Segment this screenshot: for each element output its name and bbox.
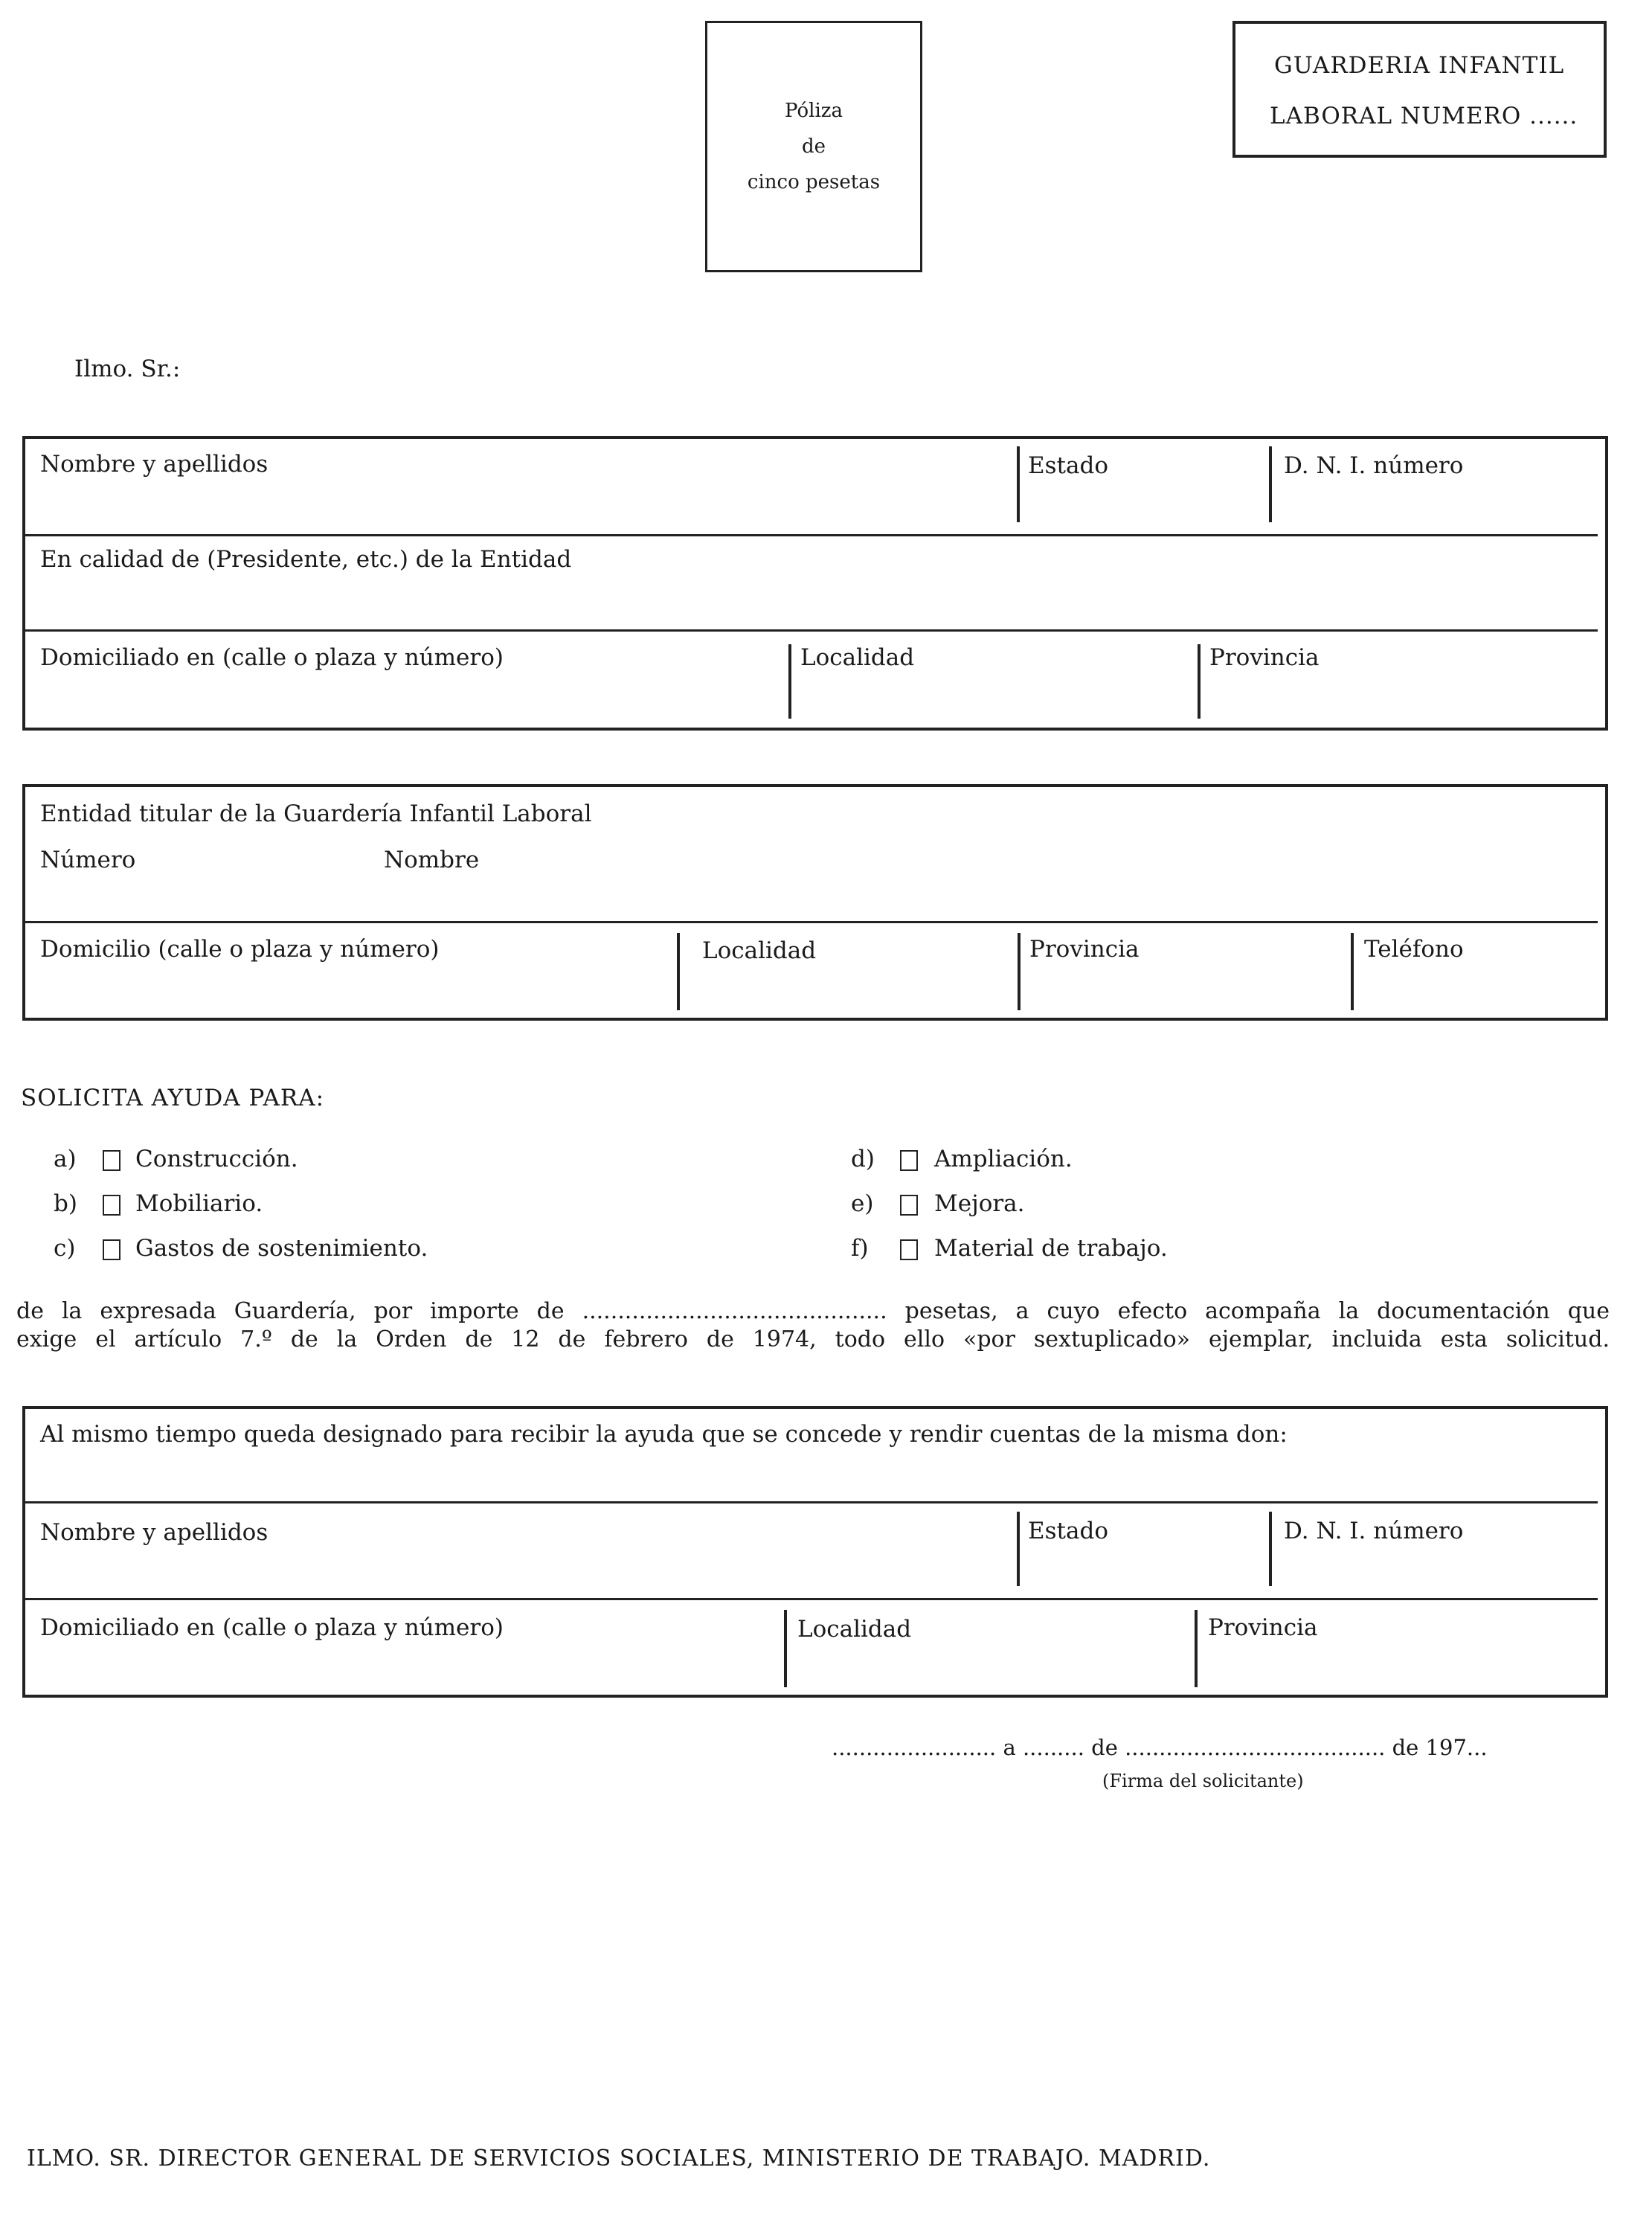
entity-province-field[interactable]: Provincia xyxy=(1029,936,1140,963)
nursery-number-line-2: LABORAL NUMERO ...... xyxy=(1270,103,1578,129)
entity-number-field[interactable]: Número xyxy=(40,847,136,873)
body-paragraph xyxy=(16,1297,1610,1354)
stamp-line-2: de xyxy=(801,135,826,158)
option-label-material-trabajo: Material de trabajo. xyxy=(934,1235,1168,1262)
entity-title-label: Entidad titular de la Guardería Infantil Laboral xyxy=(40,800,592,827)
applicant-state-field[interactable]: Estado xyxy=(1028,452,1108,479)
entity-phone-field[interactable]: Teléfono xyxy=(1364,936,1464,963)
option-letter: e) xyxy=(851,1190,874,1217)
entity-name-field[interactable]: Nombre xyxy=(384,847,480,873)
entity-address-field[interactable]: Domicilio (calle o plaza y número) xyxy=(40,936,440,963)
applicant-address-field[interactable]: Domiciliado en (calle o plaza y número) xyxy=(40,644,504,671)
checkbox-construccion[interactable] xyxy=(103,1150,120,1171)
applicant-section xyxy=(22,436,1608,731)
designee-section xyxy=(22,1406,1608,1698)
designee-intro: Al mismo tiempo queda designado para recibir la ayuda que se concede y rendir cuentas de la misma don: xyxy=(40,1421,1288,1448)
option-letter: a) xyxy=(54,1146,77,1172)
option-letter: c) xyxy=(54,1235,76,1262)
designee-name-field[interactable]: Nombre y apellidos xyxy=(40,1519,269,1546)
entity-locality-field[interactable]: Localidad xyxy=(702,937,817,964)
footer-addressee: ILMO. SR. DIRECTOR GENERAL DE SERVICIOS SOCIALES, MINISTERIO DE TRABAJO. MADRID. xyxy=(27,2145,1211,2172)
option-label-mobiliario: Mobiliario. xyxy=(135,1190,263,1217)
designee-address-field[interactable]: Domiciliado en (calle o plaza y número) xyxy=(40,1614,504,1641)
option-label-mejora: Mejora. xyxy=(934,1190,1025,1217)
designee-province-field[interactable]: Provincia xyxy=(1208,1614,1318,1641)
request-heading: SOLICITA AYUDA PARA: xyxy=(21,1085,325,1111)
applicant-name-field[interactable]: Nombre y apellidos xyxy=(40,451,269,478)
body-line-2: exige el artículo 7.º de la Orden de 12 de febrero de 1974, todo ello «por sextuplicado» ejemplar, incluida esta solicitud. xyxy=(16,1326,1610,1352)
designee-locality-field[interactable]: Localidad xyxy=(797,1616,912,1643)
checkbox-mejora[interactable] xyxy=(900,1195,918,1216)
option-label-ampliacion: Ampliación. xyxy=(934,1146,1073,1172)
applicant-capacity-field[interactable]: En calidad de (Presidente, etc.) de la Entidad xyxy=(40,546,572,573)
entity-section xyxy=(22,784,1608,1021)
stamp-line-1: Póliza xyxy=(785,100,843,122)
signature-date-line[interactable]: ........................ a ......... de ...................................... de 197... xyxy=(832,1735,1488,1760)
checkbox-material-trabajo[interactable] xyxy=(900,1239,918,1260)
checkbox-gastos-sostenimiento[interactable] xyxy=(103,1239,120,1260)
designee-dni-field[interactable]: D. N. I. número xyxy=(1284,1518,1464,1544)
option-label-gastos-sostenimiento: Gastos de sostenimiento. xyxy=(135,1235,428,1262)
applicant-province-field[interactable]: Provincia xyxy=(1209,644,1320,671)
option-label-construccion: Construcción. xyxy=(135,1146,298,1172)
applicant-dni-field[interactable]: D. N. I. número xyxy=(1284,452,1464,479)
checkbox-ampliacion[interactable] xyxy=(900,1150,918,1171)
designee-state-field[interactable]: Estado xyxy=(1028,1518,1108,1544)
nursery-number-box xyxy=(1232,21,1607,158)
option-letter: b) xyxy=(54,1190,77,1217)
option-letter: d) xyxy=(851,1146,875,1172)
stamp-box xyxy=(705,21,922,272)
signature-caption: (Firma del solicitante) xyxy=(1102,1771,1304,1791)
option-letter: f) xyxy=(851,1235,869,1262)
nursery-number-line-1: GUARDERIA INFANTIL xyxy=(1274,52,1565,79)
body-line-1: de la expresada Guardería, por importe de ........................................... pesetas, a cuyo efecto acompaña la documentación que xyxy=(16,1298,1610,1324)
checkbox-mobiliario[interactable] xyxy=(103,1195,120,1216)
salutation: Ilmo. Sr.: xyxy=(74,356,181,382)
stamp-line-3: cinco pesetas xyxy=(747,171,881,193)
applicant-locality-field[interactable]: Localidad xyxy=(800,644,915,671)
